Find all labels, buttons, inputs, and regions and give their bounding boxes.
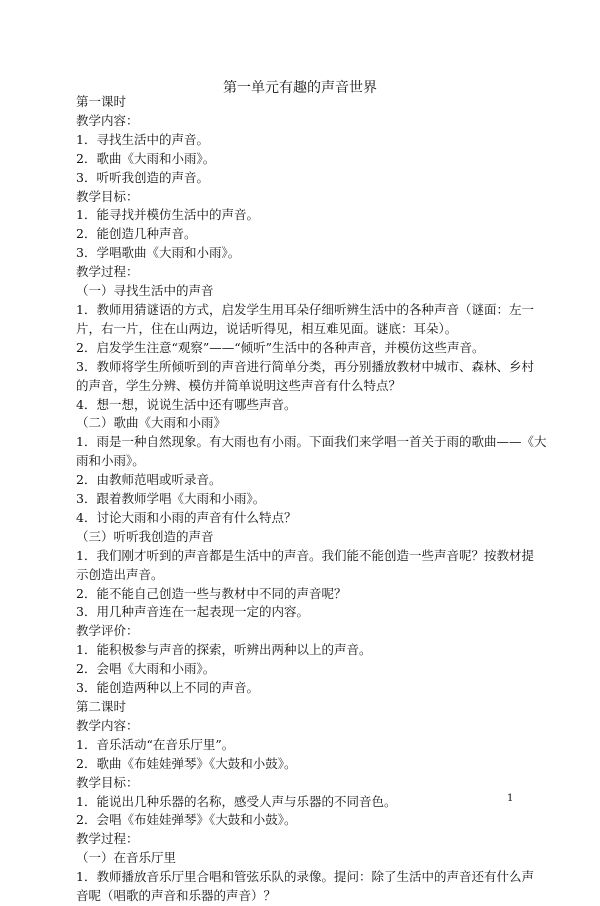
text-line: 2．由教师范唱或听录音。 bbox=[76, 472, 222, 488]
page-number: 1 bbox=[507, 793, 514, 804]
text-line: 音呢（唱歌的声音和乐器的声音）？ bbox=[76, 888, 277, 904]
text-line: 的声音，学生分辨、模仿并简单说明这些声音有什么特点？ bbox=[76, 377, 402, 393]
text-line: 3．教师将学生所倾听到的声音进行简单分类，再分别播放教材中城市、森林、乡村 bbox=[76, 358, 534, 374]
text-line: 雨和小雨》。 bbox=[76, 453, 145, 469]
text-line: 3．跟着教师学唱《大雨和小雨》。 bbox=[76, 491, 266, 507]
text-line: 教学评价： bbox=[76, 623, 139, 639]
text-line: 教学过程： bbox=[76, 831, 139, 847]
text-line: 教学过程： bbox=[76, 264, 139, 280]
text-line: 3．能创造两种以上不同的声音。 bbox=[76, 680, 259, 696]
text-line: （二）歌曲《大雨和小雨》 bbox=[76, 415, 227, 431]
text-line: 1．音乐活动“在音乐厅里”。 bbox=[76, 736, 235, 752]
text-line: 2．会唱《大雨和小雨》。 bbox=[76, 661, 216, 677]
text-line: （一）在音乐厅里 bbox=[76, 850, 177, 866]
text-line: （三）听听我创造的声音 bbox=[76, 528, 214, 544]
text-line: 3．听听我创造的声音。 bbox=[76, 169, 209, 185]
text-line: 1．寻找生活中的声音。 bbox=[76, 131, 209, 147]
text-line: 1．教师用猜谜语的方式，启发学生用耳朵仔细听辨生活中的各种声音（谜面：左一 bbox=[76, 301, 534, 317]
text-line: 4．讨论大雨和小雨的声音有什么特点？ bbox=[76, 509, 297, 525]
document-title: 第一单元有趣的声音世界 bbox=[223, 80, 377, 96]
text-line: 3．学唱歌曲《大雨和小雨》。 bbox=[76, 245, 241, 261]
text-line: 1．雨是一种自然现象。有大雨也有小雨。下面我们来学唱一首关于雨的歌曲——《大 bbox=[76, 434, 547, 450]
text-line: 示创造出声音。 bbox=[76, 566, 164, 582]
text-line: 1．能积极参与声音的探索，听辨出两种以上的声音。 bbox=[76, 642, 372, 658]
text-line: 4．想一想，说说生活中还有哪些声音。 bbox=[76, 396, 297, 412]
text-line: 2．启发学生注意“观察”——“倾听”生活中的各种声音，并模仿这些声音。 bbox=[76, 339, 485, 355]
text-line: 第二课时 bbox=[76, 699, 127, 714]
text-line: 1．我们刚才听到的声音都是生活中的声音。我们能不能创造一些声音呢？按教材提 bbox=[76, 547, 534, 563]
text-line: 教学内容： bbox=[76, 717, 139, 733]
text-line: 2．能创造几种声音。 bbox=[76, 226, 197, 242]
text-line: 3．用几种声音连在一起表现一定的内容。 bbox=[76, 604, 309, 620]
text-line: 教学目标： bbox=[76, 774, 139, 790]
text-line: 1．教师播放音乐厅里合唱和管弦乐队的录像。提问：除了生活中的声音还有什么声 bbox=[76, 869, 534, 885]
text-line: 1．能寻找并模仿生活中的声音。 bbox=[76, 207, 259, 223]
text-line: 1．能说出几种乐器的名称，感受人声与乐器的不同音色。 bbox=[76, 793, 397, 809]
text-line: 2．歌曲《大雨和小雨》。 bbox=[76, 150, 216, 166]
text-line: 教学内容： bbox=[76, 112, 139, 128]
text-line: 2．能不能自己创造一些与教材中不同的声音呢？ bbox=[76, 585, 347, 601]
text-line: 片，右一片，住在山两边，说话听得见，相互难见面。谜底：耳朵）。 bbox=[76, 320, 458, 336]
text-line: 教学目标： bbox=[76, 188, 139, 204]
text-line: （一）寻找生活中的声音 bbox=[76, 283, 214, 299]
text-line: 第一课时 bbox=[76, 94, 127, 109]
text-line: 2．歌曲《布娃娃弹琴》《大鼓和小鼓》。 bbox=[76, 755, 297, 771]
document-body bbox=[76, 93, 547, 906]
text-line: 2．会唱《布娃娃弹琴》《大鼓和小鼓》。 bbox=[76, 812, 297, 828]
